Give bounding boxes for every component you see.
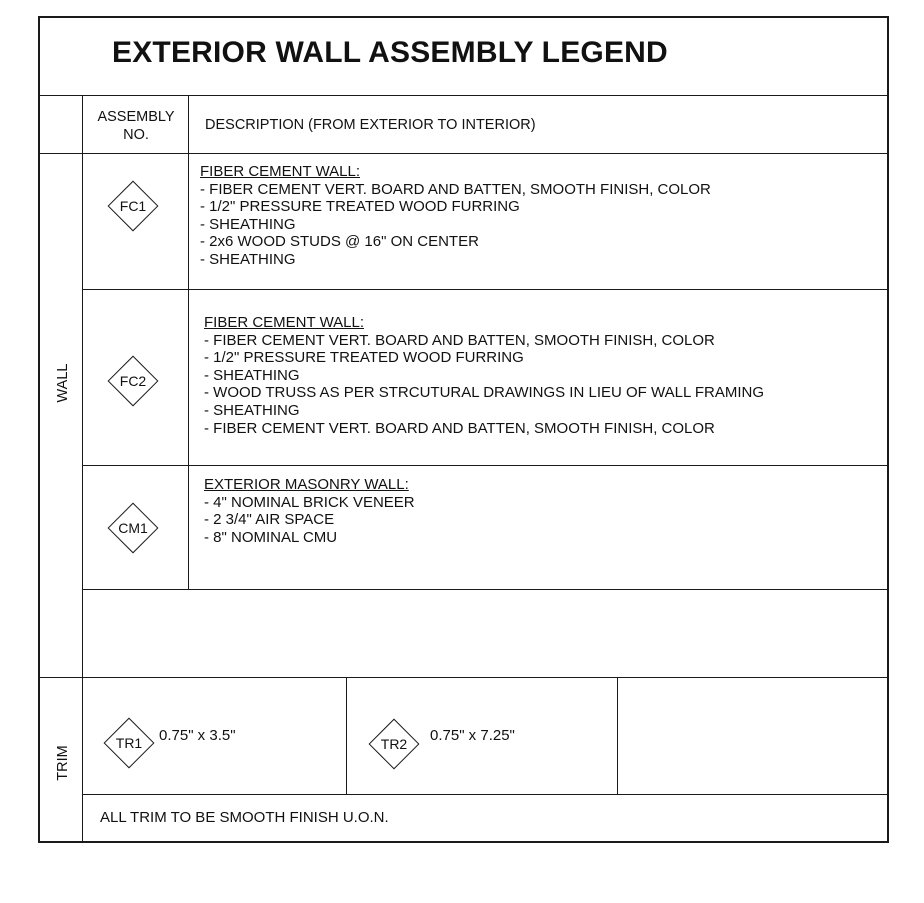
assembly-line: - 1/2" PRESSURE TREATED WOOD FURRING [200,198,520,216]
frame-right [887,16,889,843]
assembly-line: - SHEATHING [200,215,296,233]
divider-trim-note [82,794,889,795]
assembly-heading: EXTERIOR MASONRY WALL: [204,476,409,493]
assembly-line: - SHEATHING [204,366,300,384]
assembly-line: - FIBER CEMENT VERT. BOARD AND BATTEN, SMOOTH FINISH, COLOR [204,331,715,349]
header-assembly-no: ASSEMBLY NO. [97,109,175,143]
divider-under-fc2 [82,465,889,466]
assembly-heading: FIBER CEMENT WALL: [204,314,365,331]
assembly-line: - FIBER CEMENT VERT. BOARD AND BATTEN, SMOOTH FINISH, COLOR [204,419,715,437]
assembly-tag-fc1 [106,179,160,233]
assembly-line: - 8" NOMINAL CMU [204,528,338,546]
legend-title: EXTERIOR WALL ASSEMBLY LEGEND [112,36,668,69]
assembly-heading: FIBER CEMENT WALL: [200,163,361,180]
trim-size-tr2: 0.75" x 7.25" [430,727,515,744]
trim-note: ALL TRIM TO BE SMOOTH FINISH U.O.N. [100,809,389,826]
trim-tag-tr2 [367,717,421,771]
assembly-line: - 4" NOMINAL BRICK VENEER [204,493,415,511]
divider-under-header [38,153,889,154]
assembly-description-cm1 [204,476,415,546]
assembly-description-fc1 [200,163,711,269]
divider-section-column [82,95,83,842]
divider-under-title [38,95,889,96]
assembly-line: - WOOD TRUSS AS PER STRCUTURAL DRAWINGS IN LIEU OF WALL FRAMING [204,384,765,402]
assembly-line: - 1/2" PRESSURE TREATED WOOD FURRING [204,349,524,367]
header-description: DESCRIPTION (FROM EXTERIOR TO INTERIOR) [205,117,536,133]
frame-top [38,16,889,18]
assembly-tag-cm1 [106,501,160,555]
assembly-tag-code: FC1 [119,198,147,214]
trim-tag-code: TR2 [380,736,408,752]
divider-under-fc1 [82,289,889,290]
assembly-line: - SHEATHING [200,250,296,268]
divider-wall-trim [38,677,889,678]
section-label-wall: WALL [55,363,71,403]
trim-tag-code: TR1 [115,735,143,751]
frame-bottom [38,841,889,843]
divider-trim-col-1 [346,677,347,795]
trim-tag-tr1 [102,716,156,770]
assembly-description-fc2 [204,314,764,437]
assembly-tag-code: FC2 [119,373,147,389]
frame-left [38,16,40,843]
assembly-line: - 2 3/4" AIR SPACE [204,511,335,529]
section-label-trim: TRIM [55,745,71,781]
assembly-line: - 2x6 WOOD STUDS @ 16" ON CENTER [200,233,479,251]
assembly-tag-fc2 [106,354,160,408]
assembly-tag-code: CM1 [118,520,148,536]
assembly-line: - FIBER CEMENT VERT. BOARD AND BATTEN, SMOOTH FINISH, COLOR [200,180,711,198]
divider-under-cm1 [82,589,889,590]
divider-trim-col-2 [617,677,618,795]
divider-assembly-column [188,95,189,590]
assembly-line: - SHEATHING [204,401,300,419]
trim-size-tr1: 0.75" x 3.5" [159,727,236,744]
